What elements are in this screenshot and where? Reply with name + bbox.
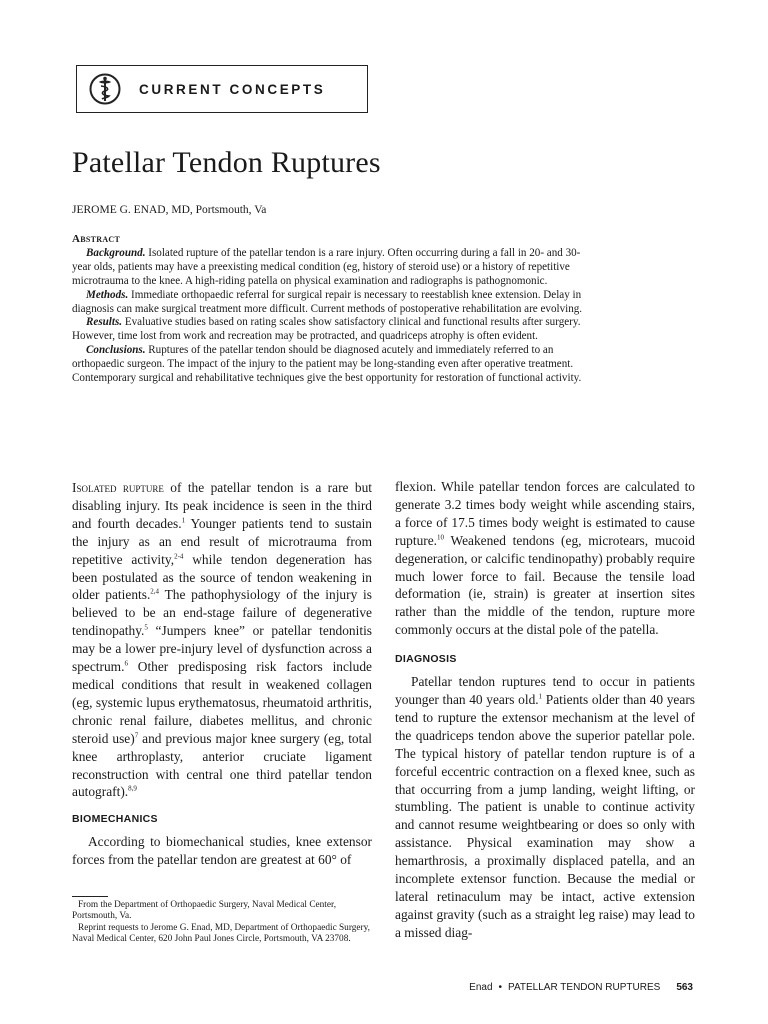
page-number: 563 (676, 982, 693, 993)
citation: 2-4 (174, 552, 184, 561)
series-label: CURRENT CONCEPTS (139, 81, 326, 97)
abstract-methods (72, 289, 592, 317)
abstract-text: Ruptures of the patellar tendon should be diagnosed acutely and immediately referred to an orthopaedic surgeon. The impact of the injury to the patient may be long-standing even after operative treatment. Contemporary surgical and rehabilitative techniques give the best opportunity for restoration of functional activity. (72, 344, 582, 385)
citation: 1 (181, 516, 186, 525)
body-text: while tendon degeneration has been postulated as the source of tendon weakening in older patients. (72, 551, 373, 603)
body-text: flexion. While patellar tendon forces are calculated to generate 3.2 times body weight while ascending stairs, a force of 17.5 times body weight is estimated to cause rupture. (395, 479, 695, 548)
abstract-conclusions (72, 344, 592, 386)
running-footer (469, 982, 693, 993)
body-text: of the patellar tendon is a rare but disabling injury. Its peak incidence is seen in the third and fourth decades. (72, 480, 372, 531)
citation: 7 (134, 731, 139, 740)
body-text: According to biomechanical studies, knee extensor forces from the patellar tendon are greatest at 60° of (72, 834, 372, 868)
footnote-reprints: Reprint requests to Jerome G. Enad, MD, Department of Orthopaedic Surgery, Naval Medical Center, 620 John Paul Jones Circle, Portsmouth, VA 23708. (72, 922, 371, 945)
footer-bullet: • (498, 982, 503, 993)
citation: 5 (144, 623, 148, 632)
author-line: JEROME G. ENAD, MD, Portsmouth, Va (72, 204, 267, 216)
body-column-right (395, 478, 695, 942)
footnotes (72, 896, 372, 946)
abstract-text: Immediate orthopaedic referral for surgical repair is necessary to reestablish knee extension. Delay in diagnosis can make surgical treatment more difficult. Current methods of postoperative rehabilitation are evolving. (72, 288, 583, 315)
citation: 2,4 (150, 587, 160, 596)
abstract-results (72, 316, 592, 344)
abstract-text: Isolated rupture of the patellar tendon is a rare injury. Often occurring during a fall in 20- and 30-year olds, patients may have a preexisting medical condition (eg, history of steroid use) or a history of repetitive microtrauma to the knee. A high-riding patella on physical examination and radiographs is pathognomonic. (72, 246, 581, 287)
body-column-left (72, 479, 372, 869)
abstract-label: Background. (86, 246, 146, 259)
abstract-background (72, 247, 592, 289)
caduceus-icon (89, 73, 121, 105)
section-heading-biomechanics: BIOMECHANICS (72, 813, 158, 826)
lead-in: Isolated rupture (72, 480, 164, 495)
body-text: The pathophysiology of the injury is believed to be an end-stage failure of degenerative tendinopathy. (72, 587, 372, 639)
biomech-paragraph (72, 833, 372, 869)
section-heading-diagnosis: DIAGNOSIS (395, 653, 457, 666)
footnote-rule (72, 896, 108, 897)
diagnosis-paragraph (395, 673, 695, 942)
abstract-label: Methods. (86, 288, 129, 301)
abstract-heading: Abstract (72, 233, 121, 245)
footnote-affiliation: From the Department of Orthopaedic Surgery, Naval Medical Center, Portsmouth, Va. (72, 900, 337, 922)
citation: 10 (437, 533, 445, 542)
abstract (72, 233, 592, 386)
intro-paragraph (72, 479, 372, 801)
abstract-label: Results. (86, 316, 123, 329)
citation: 8,9 (128, 784, 137, 793)
article-title: Patellar Tendon Ruptures (72, 146, 381, 179)
body-text: Other predisposing risk factors include medical conditions that result in weakened collagen (eg, systemic lupus erythematosus, rheumatoid arthritis, chronic renal failure, diabetes mellitus, and chronic steroid use) (72, 659, 372, 746)
series-banner (76, 65, 368, 113)
footer-running-title: PATELLAR TENDON RUPTURES (508, 982, 661, 993)
body-text: Younger patients tend to sustain the injury as an end result of microtrauma from repetitive activity, (72, 515, 372, 567)
body-text: Patients older than 40 years tend to rupture the extensor mechanism at the level of the quadriceps tendon above the superior patellar pole. The typical history of patellar tendon rupture is of a forceful eccentric contraction on a flexed knee, such as that occurring from a jump landing, weight lifting, or stumbling. The patient is unable to continue activity and cannot resume weightbearing or does so only with assistance. Physical examination may show a hemarthrosis, a proximally displaced patella, and an incomplete extensor function. Because the medial or lateral retinaculum may be intact, active extension against gravity (such as a straight leg raise) may lead to a missed diag- (395, 691, 695, 940)
citation: 6 (124, 659, 128, 668)
citation: 1 (538, 692, 543, 701)
body-text: Weakened tendons (eg, microtears, mucoid degeneration, or calcific tendinopathy) probably require much lower force to fail. Because the tensile load deformation (ie, strain) is greater at insertion sites rather than the middle of the tendon, rupture more commonly occurs at the distal pole of the patella. (395, 532, 695, 638)
body-text: “Jumpers knee” or patellar tendonitis may be a lower pre-injury level of dysfunction across a spectrum. (72, 623, 372, 675)
abstract-text: Evaluative studies based on rating scales show satisfactory clinical and functional results after surgery. However, time lost from work and recreation may be protracted, and quadriceps atrophy is often evident. (72, 316, 581, 343)
abstract-label: Conclusions. (86, 344, 146, 357)
body-text: and previous major knee surgery (eg, total knee arthroplasty, anterior cruciate ligament reconstruction with central one third patellar tendon autograft). (72, 730, 372, 800)
biomech-paragraph-continued (395, 478, 695, 639)
body-text: Patellar tendon ruptures tend to occur in patients younger than 40 years old. (395, 674, 695, 707)
footer-author: Enad (469, 982, 493, 993)
